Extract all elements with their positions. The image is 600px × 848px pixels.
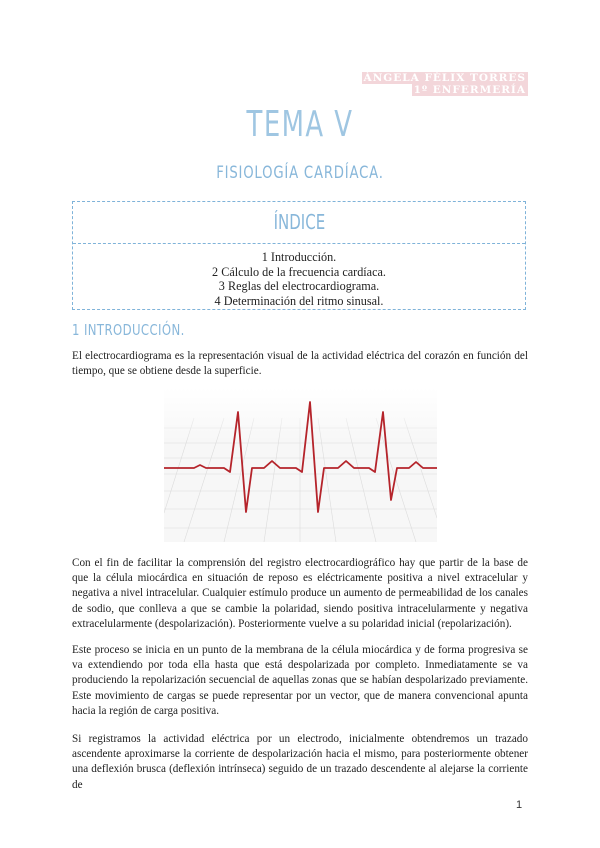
paragraph: El electrocardiograma es la representación visual de la actividad eléctrica del corazón en función del tiempo, que se obtiene desde la superficie. <box>72 350 528 378</box>
index-item: 4 Determinación del ritmo sinusal. <box>214 293 384 308</box>
paragraph: Este proceso se inicia en un punto de la membrana de la célula miocárdica y de forma progresiva se va extendiendo por toda ella hasta que está despolarizada por completo. Inmediatamente se va produciendo la repolarización secuencial de aquellas zonas que se habían despolarizado previamente. Este movimiento de cargas se puede representar por un vector, que de manera convencional apunta hacia la región de carga positiva. <box>72 644 528 717</box>
page-title: TEMA V <box>246 104 354 145</box>
index-item: 3 Reglas del electrocardiograma. <box>218 279 380 293</box>
page-subtitle: FISIOLOGÍA CARDÍACA. <box>216 163 384 183</box>
index-heading <box>73 202 525 244</box>
author-header <box>362 72 528 96</box>
author-course: 1º ENFERMERÍA <box>413 84 526 96</box>
section-title: 1 INTRODUCCIÓN. <box>72 321 185 339</box>
page-number: 1 <box>516 799 523 811</box>
index-list <box>73 244 525 308</box>
author-name: ÁNGELA FÉLIX TORRES <box>363 72 526 84</box>
index-item: 1 Introducción. <box>261 250 337 264</box>
index-box <box>72 201 526 310</box>
paragraph: Con el fin de facilitar la comprensión del registro electrocardiográfico hay que partir de la base de que la célula miocárdica en situación de reposo es eléctricamente positiva a nivel extracelular y negativa a nivel intracelular. Cualquier estímulo produce un aumento de permeabilidad de los canales de sodio, que conlleva a que se cambie la polaridad, siendo positiva intracelularmente y negativa extracelularmente (despolarización). Posteriormente vuelve a su polaridad inicial (repolarización). <box>72 557 528 630</box>
index-heading-text: ÍNDICE <box>273 210 325 234</box>
index-item: 2 Cálculo de la frecuencia cardíaca. <box>212 264 386 279</box>
ecg-illustration <box>164 388 437 542</box>
paragraph: Si registramos la actividad eléctrica por un electrodo, inicialmente obtendremos un trazado ascendente aproximarse la corriente de despolarización hacia el mismo, para posteriormente obtener una deflexión brusca (deflexión intrínseca) seguido de un trazado descendente al alejarse la corriente de <box>72 733 528 791</box>
